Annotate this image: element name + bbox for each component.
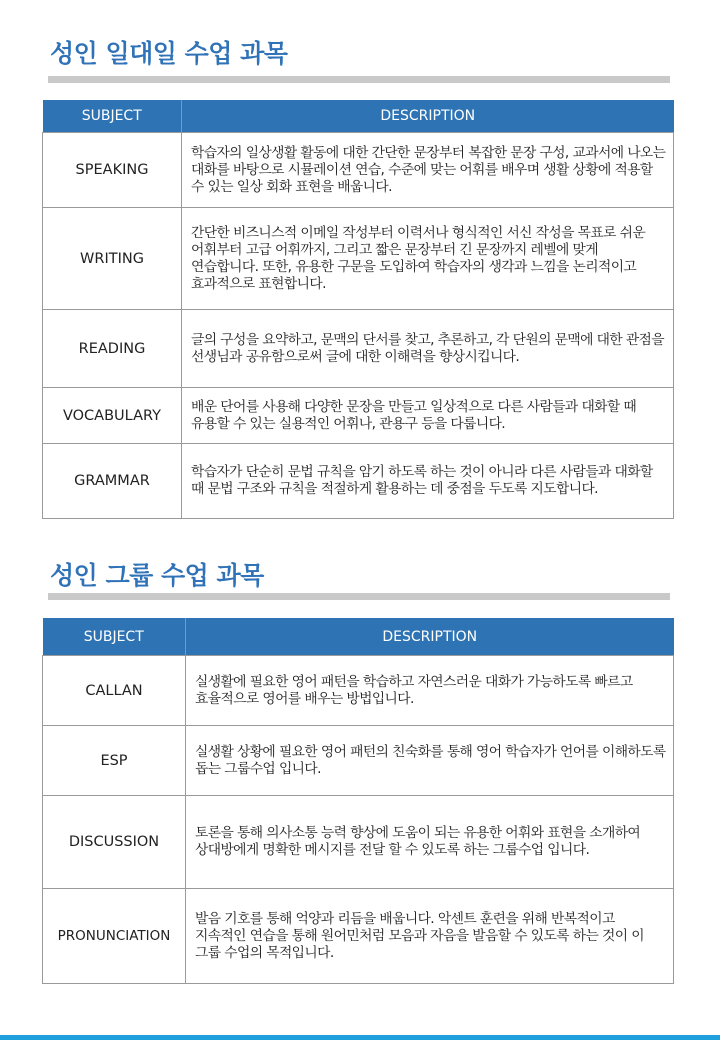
subject-cell: VOCABULARY xyxy=(43,388,182,444)
subject-cell: DISCUSSION xyxy=(43,796,186,889)
section-title-one-on-one: 성인 일대일 수업 과목 xyxy=(50,39,288,68)
title-divider xyxy=(48,76,670,83)
description-cell: 글의 구성을 요약하고, 문맥의 단서를 찾고, 추론하고, 각 단원의 문맥에 대한 관점을 선생님과 공유함으로써 글에 대한 이해력을 향상시킵니다. xyxy=(182,310,674,388)
subject-cell: READING xyxy=(43,310,182,388)
subject-cell: CALLAN xyxy=(43,656,186,726)
subject-cell: PRONUNCIATION xyxy=(43,889,186,984)
table-row xyxy=(43,889,674,984)
table-row xyxy=(43,208,674,310)
description-cell: 간단한 비즈니스적 이메일 작성부터 이력서나 형식적인 서신 작성을 목표로 쉬운 어휘부터 고급 어휘까지, 그리고 짧은 문장부터 긴 문장까지 레벨에 맞게 연습합니다. 또한, 유용한 구문을 도입하여 학습자의 생각과 느낌을 논리적이고 효과적으로 표현합니다. xyxy=(182,208,674,310)
subject-cell: WRITING xyxy=(43,208,182,310)
description-column-header: DESCRIPTION xyxy=(182,100,674,133)
group-course-table xyxy=(42,618,674,984)
description-cell: 토론을 통해 의사소통 능력 향상에 도움이 되는 유용한 어휘와 표현을 소개하여 상대방에게 명확한 메시지를 전달 할 수 있도록 하는 그룹수업 입니다. xyxy=(186,796,674,889)
table-row xyxy=(43,726,674,796)
description-cell: 학습자가 단순히 문법 규칙을 암기 하도록 하는 것이 아니라 다른 사람들과 대화할 때 문법 구조와 규칙을 적절하게 활용하는 데 중점을 두도록 지도합니다. xyxy=(182,444,674,519)
table-row xyxy=(43,388,674,444)
description-cell: 학습자의 일상생활 활동에 대한 간단한 문장부터 복잡한 문장 구성, 교과서에 나오는 대화를 바탕으로 시뮬레이션 연습, 수준에 맞는 어휘를 배우며 생활 상황에 적용할 수 있는 일상 회화 표현을 배웁니다. xyxy=(182,133,674,208)
title-divider xyxy=(48,593,670,600)
table-header-row xyxy=(43,100,674,133)
table-row xyxy=(43,444,674,519)
subject-cell: SPEAKING xyxy=(43,133,182,208)
subject-column-header: SUBJECT xyxy=(43,618,186,656)
description-cell: 배운 단어를 사용해 다양한 문장을 만들고 일상적으로 다른 사람들과 대화할 때 유용할 수 있는 실용적인 어휘나, 관용구 등을 다룹니다. xyxy=(182,388,674,444)
table-row xyxy=(43,310,674,388)
section-title-group: 성인 그룹 수업 과목 xyxy=(50,561,264,590)
description-cell: 발음 기호를 통해 억양과 리듬을 배웁니다. 악센트 훈련을 위해 반복적이고 지속적인 연습을 통해 원어민처럼 모음과 자음을 발음할 수 있도록 하는 것이 이 그룹 수업의 목적입니다. xyxy=(186,889,674,984)
subject-cell: GRAMMAR xyxy=(43,444,182,519)
one-on-one-course-table xyxy=(42,100,674,519)
description-column-header: DESCRIPTION xyxy=(186,618,674,656)
description-cell: 실생활에 필요한 영어 패턴을 학습하고 자연스러운 대화가 가능하도록 빠르고 효율적으로 영어를 배우는 방법입니다. xyxy=(186,656,674,726)
description-cell: 실생활 상황에 필요한 영어 패턴의 친숙화를 통해 영어 학습자가 언어를 이해하도록 돕는 그룹수업 입니다. xyxy=(186,726,674,796)
table-row xyxy=(43,133,674,208)
table-row xyxy=(43,796,674,889)
bottom-accent-bar xyxy=(0,1035,720,1040)
subject-cell: ESP xyxy=(43,726,186,796)
table-row xyxy=(43,656,674,726)
subject-column-header: SUBJECT xyxy=(43,100,182,133)
table-header-row xyxy=(43,618,674,656)
